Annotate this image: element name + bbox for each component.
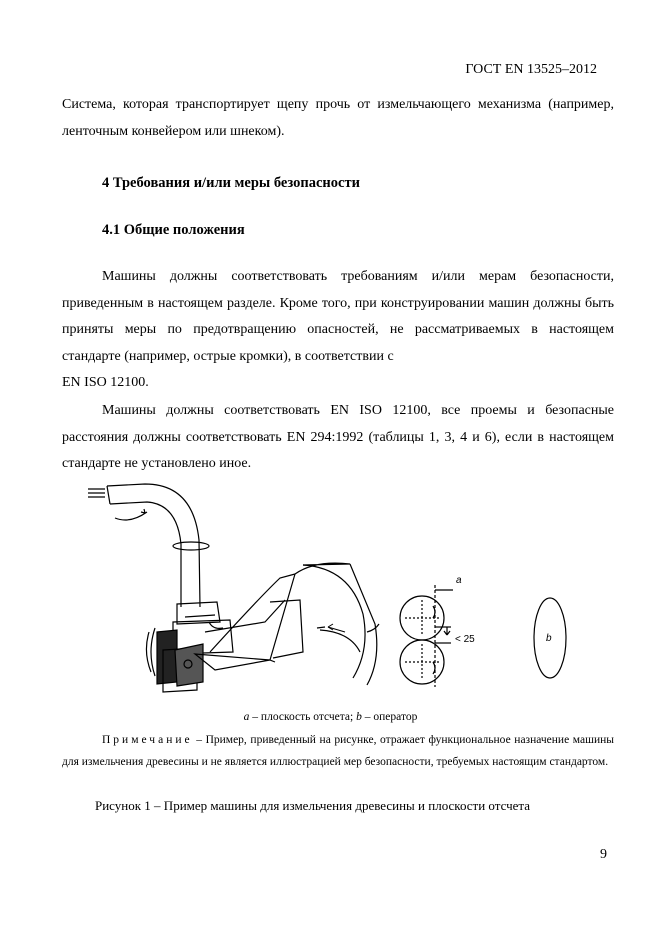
legend-b-symbol: b bbox=[356, 711, 362, 723]
discharge-chute bbox=[88, 484, 209, 607]
paragraph-requirements: Машины должны соответствовать требованиям и/или мерам безопасности, приведенным в настоящем разделе. Кроме того, при конструировании машин должны быть приняты меры по предотвращению опасностей, не рассматриваемых в настоящем стандарте (например, острые кромки), в соответствии с bbox=[62, 269, 614, 364]
figure-note bbox=[62, 729, 614, 773]
subsection-heading: 4.1 Общие положения bbox=[102, 222, 245, 238]
note-label: Примечание bbox=[102, 734, 193, 746]
infeed-hopper bbox=[270, 563, 379, 685]
figure-dimension-label: < 25 bbox=[455, 634, 475, 645]
legend-b-text: – оператор bbox=[361, 711, 418, 723]
figure-caption: Рисунок 1 – Пример машины для измельчения древесины и плоскости отсчета bbox=[95, 798, 531, 813]
figure-legend bbox=[0, 706, 661, 728]
machine-body bbox=[146, 574, 295, 692]
feed-rollers bbox=[400, 596, 444, 684]
figure-label-b: b bbox=[546, 633, 552, 644]
reference-plane-a bbox=[435, 585, 453, 687]
legend-a-text: – плоскость отсчета; bbox=[249, 711, 357, 723]
paragraph-standard-ref: EN ISO 12100. bbox=[62, 375, 149, 390]
wood-chipper-figure bbox=[85, 482, 575, 707]
document-header-code: ГОСТ EN 13525–2012 bbox=[465, 62, 597, 77]
paragraph-openings: Машины должны соответствовать EN ISO 12100, все проемы и безопасные расстояния должны соответствовать EN 294:1992 (таблицы 1, 3, 4 и 6), если в настоящем стандарте не установлено иное. bbox=[62, 403, 614, 471]
section-heading: 4 Требования и/или меры безопасности bbox=[102, 175, 360, 191]
figure-label-a: a bbox=[456, 575, 462, 586]
note-text: – Пример, приведенный на рисунке, отражает функциональное назначение машины для измельчения древесины и не является иллюстрацией мер безопасности, требуемых настоящим стандартом. bbox=[62, 734, 614, 768]
intro-paragraph: Система, которая транспортирует щепу прочь от измельчающего механизма (например, ленточным конвейером или шнеком). bbox=[62, 97, 614, 139]
legend-a-symbol: a bbox=[243, 711, 250, 723]
page-number: 9 bbox=[600, 847, 607, 862]
